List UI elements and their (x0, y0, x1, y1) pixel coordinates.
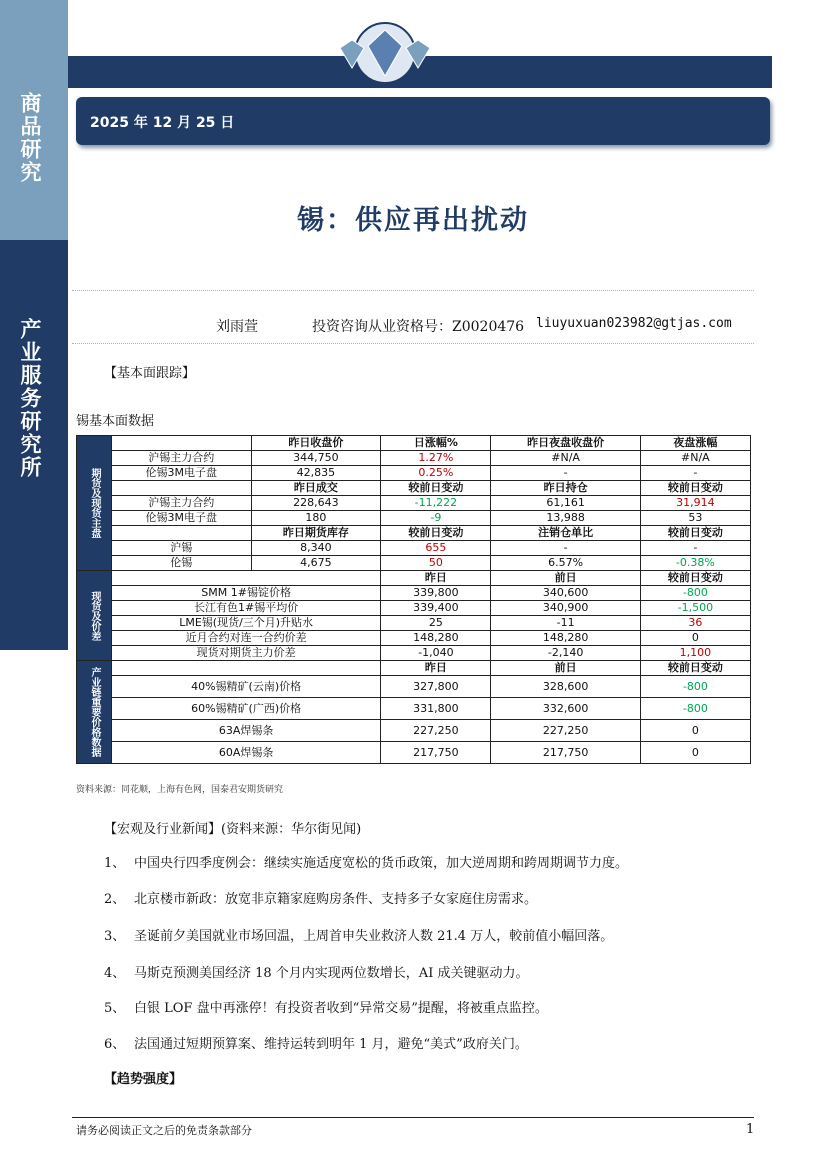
section-fundamentals: 【基本面跟踪】 (104, 366, 196, 381)
fundamentals-table (76, 435, 751, 764)
table-header: 较前日变动 (640, 661, 750, 676)
table-cell: 339,800 (381, 586, 491, 601)
sidebar-mid-label: 产业服务研究所 (18, 318, 43, 479)
group-spot-label: 现货及价差 (77, 571, 112, 661)
table-cell: -2,140 (491, 646, 640, 661)
table-cell: 伦锡 (112, 556, 252, 571)
table-cell: 61,161 (491, 496, 640, 511)
sidebar-mid-block (0, 240, 68, 650)
news-item (104, 925, 613, 944)
news-number: 6、 (104, 1037, 126, 1052)
news-item (104, 852, 628, 871)
table-cell: 0 (640, 720, 750, 742)
news-item (104, 1033, 528, 1052)
table-header: 较前日变动 (381, 481, 491, 496)
table-cell: 227,250 (491, 720, 640, 742)
table-cell (112, 571, 381, 586)
table-cell: 0 (640, 742, 750, 764)
table-cell: 沪锡 (112, 541, 252, 556)
table-cell: 1.27% (381, 451, 491, 466)
table-cell: 228,643 (251, 496, 381, 511)
table-cell (112, 526, 252, 541)
table-row (77, 526, 751, 541)
table-cell: 328,600 (491, 676, 640, 698)
sidebar-top-label: 商品研究 (18, 92, 43, 184)
table-header: 昨日期货库存 (251, 526, 381, 541)
table-cell: 148,280 (491, 631, 640, 646)
table-cell: 227,250 (381, 720, 491, 742)
table-cell: 340,900 (491, 601, 640, 616)
section-trend: 【趋势强度】 (104, 1072, 183, 1087)
news-number: 5、 (104, 1001, 126, 1016)
table-row (77, 646, 751, 661)
table-cell: 332,600 (491, 698, 640, 720)
table-cell: 31,914 (640, 496, 750, 511)
news-text: 圣诞前夕美国就业市场回温，上周首申失业救济人数 21.4 万人，較前值小幅回落。 (134, 929, 614, 944)
table-header: 较前日变动 (640, 526, 750, 541)
table-row (77, 616, 751, 631)
news-text: 马斯克预测美国经济 18 个月内实现两位数增长，AI 成关键驱动力。 (134, 966, 529, 981)
author-email[interactable]: liuyuxuan023982@gtjas.com (536, 316, 732, 331)
table-header: 夜盘涨幅 (640, 436, 750, 451)
table-cell (112, 436, 252, 451)
table-row (77, 511, 751, 526)
table-cell: LME锡(现货/三个月)升贴水 (112, 616, 381, 631)
table-cell: 沪锡主力合约 (112, 451, 252, 466)
table-cell: 63A焊锡条 (112, 720, 381, 742)
table-row (77, 698, 751, 720)
table-header: 昨日 (381, 571, 491, 586)
table-header: 注销仓单比 (491, 526, 640, 541)
table-cell: 伦锡3M电子盘 (112, 466, 252, 481)
table-cell: 40%锡精矿(云南)价格 (112, 676, 381, 698)
table-cell: -11 (491, 616, 640, 631)
table-cell: -11,222 (381, 496, 491, 511)
table-cell: 180 (251, 511, 381, 526)
table-cell: -9 (381, 511, 491, 526)
table-row (77, 496, 751, 511)
table-cell: 60A焊锡条 (112, 742, 381, 764)
table-cell: - (491, 541, 640, 556)
table-header: 前日 (491, 571, 640, 586)
news-text: 中国央行四季度例会：继续实施适度宽松的货币政策，加大逆周期和跨周期调节力度。 (134, 856, 629, 871)
table-cell: 217,750 (381, 742, 491, 764)
sidebar (0, 0, 68, 1169)
table-cell: - (640, 466, 750, 481)
table-header: 前日 (491, 661, 640, 676)
news-item (104, 888, 537, 907)
table-cell: 50 (381, 556, 491, 571)
author-license: 投资咨询从业资格号：Z0020476 (312, 319, 525, 335)
table-cell: -1,040 (381, 646, 491, 661)
section-news: 【宏观及行业新闻】(资料来源：华尔街见闻) (104, 822, 362, 837)
table-header: 日涨幅% (381, 436, 491, 451)
group-futures-label: 期货及现货主盘 (77, 436, 112, 571)
table-cell: 沪锡主力合约 (112, 496, 252, 511)
table-cell: 344,750 (251, 451, 381, 466)
table-cell: 0 (640, 631, 750, 646)
table-cell: 13,988 (491, 511, 640, 526)
table-cell: #N/A (491, 451, 640, 466)
table-header: 昨日收盘价 (251, 436, 381, 451)
table-header: 较前日变动 (381, 526, 491, 541)
table-title: 锡基本面数据 (76, 414, 155, 429)
table-header: 昨日持仓 (491, 481, 640, 496)
table-cell: - (491, 466, 640, 481)
table-cell: 217,750 (491, 742, 640, 764)
table-cell: 现货对期货主力价差 (112, 646, 381, 661)
table-cell: -800 (640, 676, 750, 698)
table-cell: -1,500 (640, 601, 750, 616)
table-header: 昨日 (381, 661, 491, 676)
news-text: 北京楼市新政：放宽非京籍家庭购房条件、支持多子女家庭住房需求。 (134, 892, 538, 907)
table-cell: 60%锡精矿(广西)价格 (112, 698, 381, 720)
table-cell: 25 (381, 616, 491, 631)
table-row (77, 631, 751, 646)
table-cell: 148,280 (381, 631, 491, 646)
table-header: 较前日变动 (640, 571, 750, 586)
table-cell: #N/A (640, 451, 750, 466)
table-row (77, 661, 751, 676)
table-cell: 42,835 (251, 466, 381, 481)
page-number: 1 (746, 1122, 755, 1137)
table-cell: 近月合约对连一合约价差 (112, 631, 381, 646)
table-row (77, 601, 751, 616)
table-cell: -0.38% (640, 556, 750, 571)
news-number: 1、 (104, 856, 126, 871)
table-cell: 340,600 (491, 586, 640, 601)
table-row (77, 720, 751, 742)
table-row (77, 451, 751, 466)
date-bar (76, 97, 770, 145)
table-cell: 长江有色1#锡平均价 (112, 601, 381, 616)
table-cell: 4,675 (251, 556, 381, 571)
table-cell: 1,100 (640, 646, 750, 661)
table-cell (112, 661, 381, 676)
group-chain-label: 产业链重要价格数据 (77, 661, 112, 764)
table-cell: 36 (640, 616, 750, 631)
table-cell: 327,800 (381, 676, 491, 698)
table-row (77, 586, 751, 601)
news-text: 法国通过短期预算案、维持运转到明年 1 月，避免“美式”政府关门。 (134, 1037, 528, 1052)
divider (72, 343, 754, 344)
diamond-logo-icon (320, 18, 450, 88)
table-cell: -800 (640, 586, 750, 601)
footer-divider (72, 1117, 754, 1118)
table-row (77, 481, 751, 496)
table-row (77, 466, 751, 481)
report-title: 锡：供应再出扰动 (297, 205, 529, 236)
table-row (77, 676, 751, 698)
table-cell: 339,400 (381, 601, 491, 616)
table-cell: - (640, 541, 750, 556)
table-cell: SMM 1#锡锭价格 (112, 586, 381, 601)
table-header: 昨日夜盘收盘价 (491, 436, 640, 451)
table-header: 昨日成交 (251, 481, 381, 496)
table-cell: 655 (381, 541, 491, 556)
news-number: 3、 (104, 929, 126, 944)
table-cell: 0.25% (381, 466, 491, 481)
report-date: 2025 年 12 月 25 日 (90, 115, 235, 131)
footer-disclaimer: 请务必阅读正文之后的免责条款部分 (76, 1124, 252, 1137)
table-row (77, 571, 751, 586)
table-cell: -800 (640, 698, 750, 720)
table-source: 资料来源：同花顺，上海有色网，国泰君安期货研究 (76, 785, 284, 795)
table-row (77, 541, 751, 556)
table-row (77, 742, 751, 764)
table-row (77, 556, 751, 571)
table-cell: 53 (640, 511, 750, 526)
table-cell (112, 481, 252, 496)
divider (72, 290, 754, 291)
author-name: 刘雨萱 (216, 319, 258, 335)
news-number: 4、 (104, 966, 126, 981)
news-item (104, 997, 548, 1016)
news-number: 2、 (104, 892, 126, 907)
table-header: 较前日变动 (640, 481, 750, 496)
table-cell: 6.57% (491, 556, 640, 571)
table-row (77, 436, 751, 451)
sidebar-top-block (0, 0, 68, 240)
news-text: 白银 LOF 盘中再涨停！有投资者收到“异常交易”提醒，将被重点监控。 (134, 1001, 548, 1016)
table-cell: 伦锡3M电子盘 (112, 511, 252, 526)
table-cell: 331,800 (381, 698, 491, 720)
news-item (104, 962, 528, 981)
table-cell: 8,340 (251, 541, 381, 556)
